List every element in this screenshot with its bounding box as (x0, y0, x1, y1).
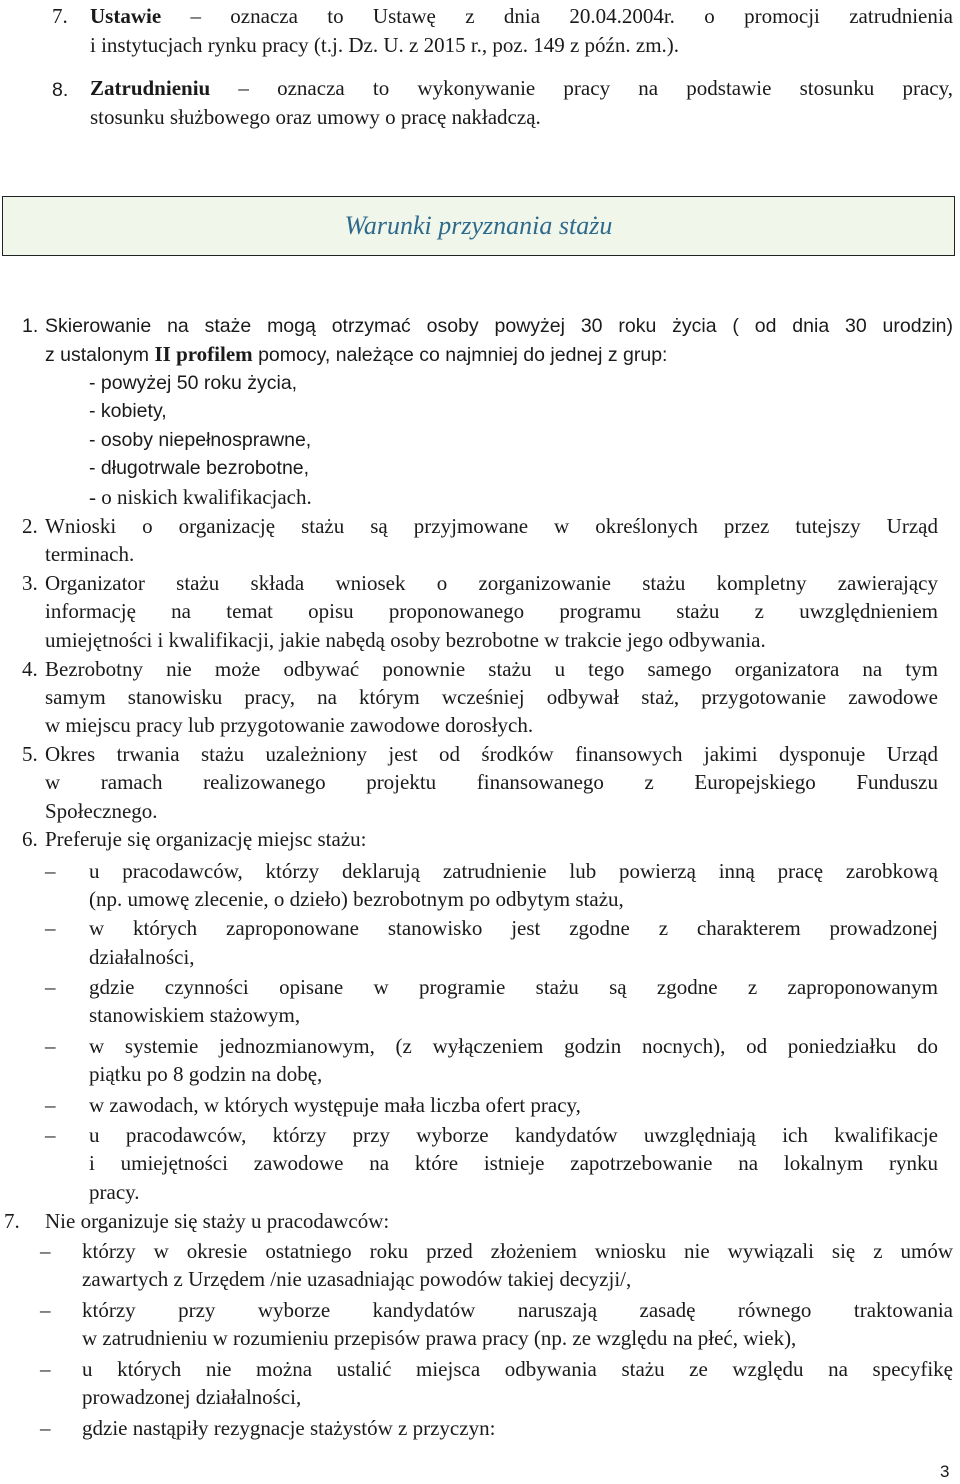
point-line: Okres trwania stażu uzależniony jest od środków finansowych jakimi dysponuje Urząd (45, 742, 938, 766)
definition-term: Ustawie (90, 4, 162, 28)
section-heading: Warunki przyznania stażu (344, 211, 613, 240)
list-item-line: w zawodach, w których występuje mała liczba ofert pracy, (89, 1093, 581, 1117)
list-item-line: w systemie jednozmianowym, (z wyłączeniem godzin nocnych), od poniedziałku do (89, 1034, 938, 1058)
point-number: 1. (22, 315, 39, 337)
dash-bullet: – (45, 859, 56, 883)
list-item-line: prowadzonej działalności, (82, 1385, 302, 1409)
dash-bullet: – (45, 1034, 56, 1058)
list-item-line: zawartych z Urzędem /nie uzasadniając powodów takiej decyzji/, (82, 1267, 632, 1291)
dash-bullet: – (45, 916, 56, 940)
point-number: 5. (22, 742, 38, 766)
list-item-line: którzy przy wyborze kandydatów naruszają zasadę równego traktowania (82, 1298, 953, 1322)
text-span: z ustalonym (45, 344, 155, 366)
point-line (45, 340, 667, 369)
page-number: 3 (940, 1462, 950, 1481)
point-line: samym stanowisku pracy, na którym wcześniej odbywał staż, przygotowanie zawodowe (45, 685, 938, 709)
list-item-line: u pracodawców, którzy deklarują zatrudnienie lub powierzą inną pracę zarobkową (89, 859, 938, 883)
list-item-line: w których zaproponowane stanowisko jest zgodne z charakterem prowadzonej (89, 916, 938, 940)
point-line: terminach. (45, 542, 135, 566)
point-line: Wnioski o organizację stażu są przyjmowane w określonych przez tutejszy Urząd (45, 514, 938, 538)
point-line: Społecznego. (45, 799, 158, 823)
point-number: 7. (4, 1209, 20, 1233)
list-item-line: u pracodawców, którzy przy wyborze kandydatów uwzględniają ich kwalifikacje (89, 1123, 938, 1147)
dash-bullet: – (40, 1239, 51, 1263)
text-span: pomocy, należące co najmniej do jednej z grup: (252, 344, 668, 366)
list-item-line: i umiejętności zawodowe na które istnieje zapotrzebowanie na lokalnym rynku (89, 1151, 938, 1175)
list-item-line: którzy w okresie ostatniego roku przed złożeniem wniosku nie wywiązali się z umów (82, 1239, 953, 1263)
definition-line: i instytucjach rynku pracy (t.j. Dz. U. z 2015 r., poz. 149 z późn. zm.). (90, 33, 680, 57)
list-item-line: (np. umowę zlecenie, o dzieło) bezrobotnym po odbytym stażu, (89, 887, 624, 911)
definition-text: – oznacza to Ustawę z dnia 20.04.2004r. o promocji zatrudnienia (190, 4, 953, 28)
dash-bullet: – (45, 1093, 56, 1117)
dash-bullet: – (40, 1416, 51, 1440)
list-item-line: u których nie można ustalić miejsca odbywania stażu ze względu na specyfikę (82, 1357, 953, 1381)
point-line: Organizator stażu składa wniosek o zorganizowanie stażu kompletny zawierający (45, 571, 938, 595)
list-item-line: pracy. (89, 1180, 140, 1204)
dash-bullet: – (45, 975, 56, 999)
dash-bullet: – (40, 1357, 51, 1381)
definition-text: – oznacza to wykonywanie pracy na podstawie stosunku pracy, (238, 76, 953, 100)
list-item-line: działalności, (89, 945, 195, 969)
group-item: - długotrwale bezrobotne, (89, 457, 310, 479)
dash-bullet: – (40, 1298, 51, 1322)
point-intro: Nie organizuje się staży u pracodawców: (45, 1209, 390, 1233)
group-item: - powyżej 50 roku życia, (89, 372, 298, 394)
definition-number: 8. (52, 79, 69, 101)
group-item: - osoby niepełnosprawne, (89, 429, 312, 451)
group-item: - kobiety, (89, 400, 167, 422)
point-intro: Preferuje się organizację miejsc stażu: (45, 827, 367, 851)
list-item-line: stanowiskiem stażowym, (89, 1003, 301, 1027)
point-line: Skierowanie na staże mogą otrzymać osoby powyżej 30 roku życia ( od dnia 30 urodzin) (45, 315, 953, 337)
definition-line (90, 2, 953, 30)
point-line: Bezrobotny nie może odbywać ponownie stażu u tego samego organizatora na tym (45, 657, 938, 681)
bold-term: II profilem (154, 342, 253, 366)
point-line: informację na temat opisu proponowanego programu stażu z uwzględnieniem (45, 599, 938, 623)
list-item-line: w zatrudnieniu w rozumieniu przepisów prawa pracy (np. ze względu na płeć, wiek), (82, 1326, 797, 1350)
definition-number: 7. (52, 4, 68, 28)
point-number: 2. (22, 514, 38, 538)
point-number: 6. (22, 827, 38, 851)
definition-line: stosunku służbowego oraz umowy o pracę nakładczą. (90, 105, 541, 129)
point-line: w miejscu pracy lub przygotowanie zawodowe dorosłych. (45, 713, 534, 737)
section-heading-box (2, 196, 955, 256)
point-number: 3. (22, 571, 38, 595)
point-number: 4. (22, 657, 38, 681)
list-item-line: piątku po 8 godzin na dobę, (89, 1062, 323, 1086)
dash-bullet: – (45, 1123, 56, 1147)
definition-term: Zatrudnieniu (90, 76, 211, 100)
point-line: umiejętności i kwalifikacji, jakie nabędą osoby bezrobotne w trakcie jego odbywania. (45, 628, 766, 652)
definition-line (90, 74, 953, 102)
group-item: - o niskich kwalifikacjach. (89, 485, 312, 509)
list-item-line: gdzie nastąpiły rezygnacje stażystów z przyczyn: (82, 1416, 496, 1440)
list-item-line: gdzie czynności opisane w programie stażu są zgodne z zaproponowanym (89, 975, 938, 999)
point-line: w ramach realizowanego projektu finansowanego z Europejskiego Funduszu (45, 770, 938, 794)
